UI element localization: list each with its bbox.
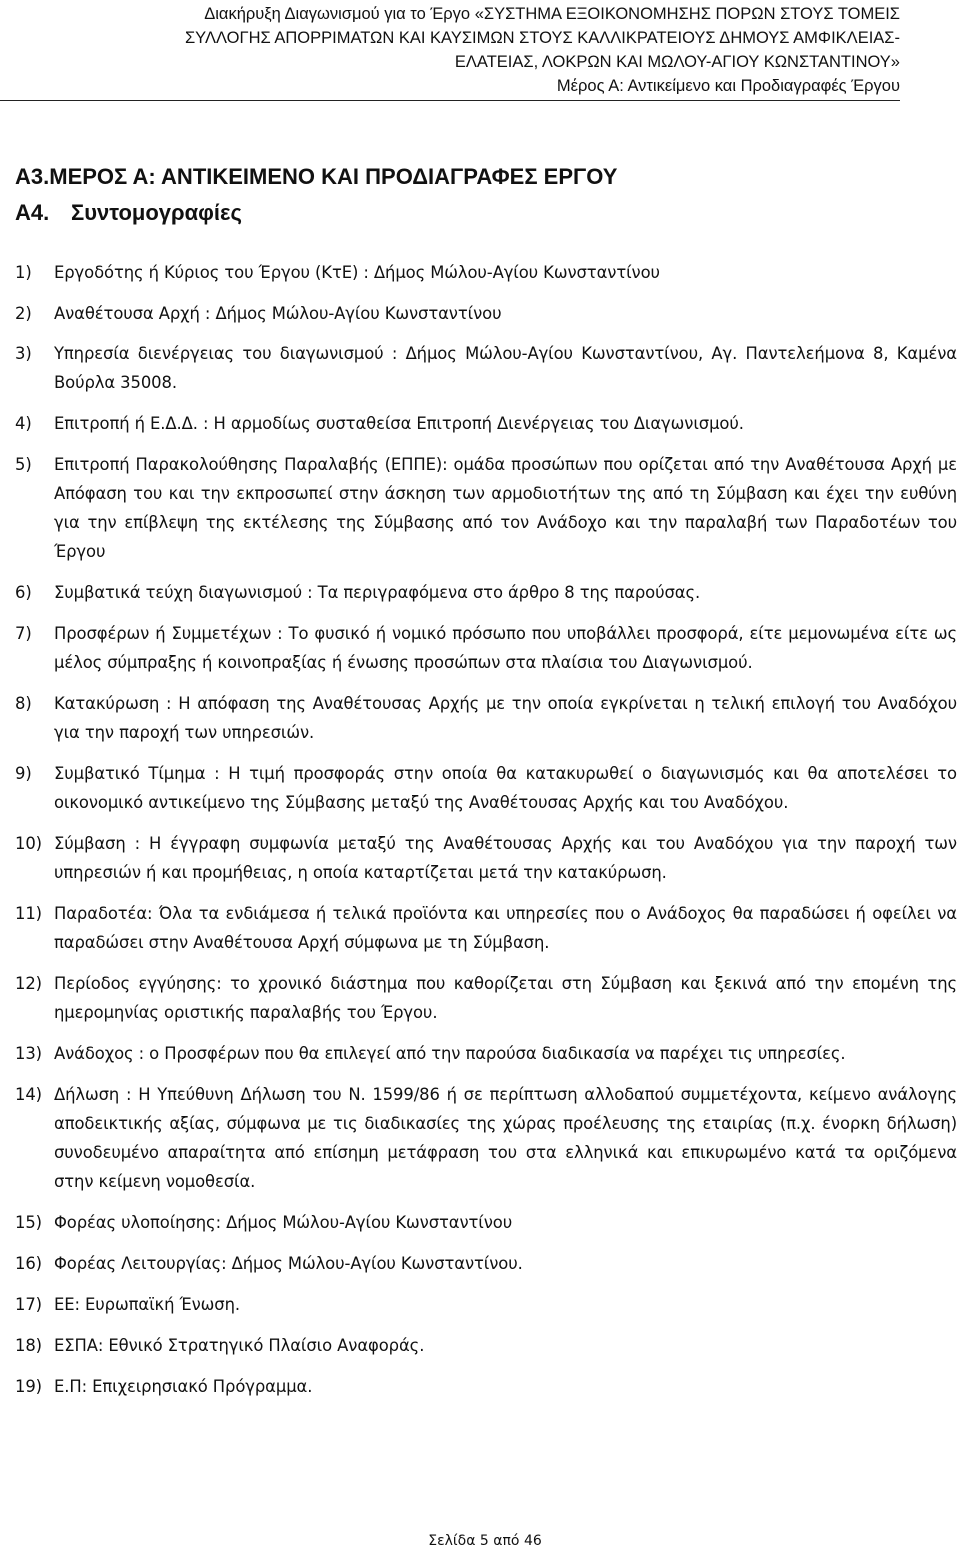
item-text: Ε.Π: Επιχειρησιακό Πρόγραμμα. — [54, 1377, 313, 1396]
list-item — [15, 1331, 957, 1360]
item-text: Συμβατικό Τίμημα : Η τιμή προσφοράς στην οποία θα κατακυρωθεί ο διαγωνισμός και θα αποτελέσει το οικονομικό αντικείμενο της Σύμβασης μεταξύ της Αναθέτουσας Αρχής και του Αναδόχου. — [54, 764, 957, 812]
list-item — [15, 619, 957, 677]
header-subtitle: Μέρος Α: Αντικείμενο και Προδιαγραφές Έργου — [556, 77, 900, 95]
list-item — [15, 578, 957, 607]
item-number: 13) — [15, 1044, 42, 1063]
list-item — [15, 899, 957, 957]
item-number: 2) — [15, 304, 32, 323]
section-number: Α4. — [15, 200, 50, 225]
section-heading-a4 — [15, 200, 242, 226]
list-item — [15, 969, 957, 1027]
item-number: 12) — [15, 974, 42, 993]
item-text: ΕΕ: Ευρωπαϊκή Ένωση. — [54, 1295, 240, 1314]
section-title: Συντομογραφίες — [71, 200, 242, 225]
list-item — [15, 1249, 957, 1278]
item-number: 7) — [15, 624, 32, 643]
header-line: Διακήρυξη Διαγωνισμού για το Έργο «ΣΥΣΤΗΜΑ ΕΞΟΙΚΟΝΟΜΗΣΗΣ ΠΟΡΩΝ ΣΤΟΥΣ ΤΟΜΕΙΣ — [204, 5, 900, 23]
list-item — [15, 450, 957, 566]
item-number: 5) — [15, 455, 32, 474]
list-item — [15, 1039, 957, 1068]
item-number: 17) — [15, 1295, 42, 1314]
list-item — [15, 1290, 957, 1319]
item-number: 10) — [15, 834, 42, 853]
section-heading-a3 — [15, 164, 617, 190]
item-text: Σύμβαση : Η έγγραφη συμφωνία μεταξύ της Αναθέτουσας Αρχής και του Αναδόχου για την παροχή των υπηρεσιών ή και προμήθειας, η οποία καταρτίζεται μετά την κατακύρωση. — [54, 834, 957, 882]
item-number: 16) — [15, 1254, 42, 1273]
item-text: Φορέας υλοποίησης: Δήμος Μώλου-Αγίου Κωνσταντίνου — [54, 1213, 513, 1232]
list-item — [15, 339, 957, 397]
header-divider — [0, 100, 900, 101]
item-number: 6) — [15, 583, 32, 602]
page-number-footer: Σελίδα 5 από 46 — [428, 1533, 542, 1549]
item-text: Περίοδος εγγύησης: το χρονικό διάστημα που καθορίζεται στη Σύμβαση και ξεκινά από την επομένη της ημερομηνίας οριστικής παραλαβής του Έργου. — [54, 974, 957, 1022]
item-text: Επιτροπή Παρακολούθησης Παραλαβής (ΕΠΠΕ): ομάδα προσώπων που ορίζεται από την Αναθέτουσα Αρχή με Απόφαση του και την εκπροσωπεί στην άσκηση των αρμοδιοτήτων της από τη Σύμβαση και έχει την ευθύνη για την επίβλεψη της εκτέλεσης της Σύμβασης από τον Ανάδοχο και την παραλαβή των Παραδοτέων του Έργου — [54, 455, 957, 561]
page-header — [0, 0, 900, 98]
item-number: 8) — [15, 694, 32, 713]
item-text: ΕΣΠΑ: Εθνικό Στρατηγικό Πλαίσιο Αναφοράς. — [54, 1336, 425, 1355]
item-text: Αναθέτουσα Αρχή : Δήμος Μώλου-Αγίου Κωνσταντίνου — [54, 304, 502, 323]
item-number: 3) — [15, 344, 32, 363]
item-text: Δήλωση : Η Υπεύθυνη Δήλωση του Ν. 1599/86 ή σε περίπτωση αλλοδαπού συμμετέχοντα, κείμενο ανάλογης αποδεικτικής αξίας, σύμφωνα με τις διαδικασίες της χώρας προέλευσης της εταιρίας (π.χ. ένορκη δήλωση) συνοδευμένο απαραίτητα από επίσημη μετάφραση του στα ελληνικά και επικυρωμένο κατά τα οριζόμενα στην κείμενη νομοθεσία. — [54, 1085, 957, 1191]
list-item — [15, 258, 957, 287]
item-text: Προσφέρων ή Συμμετέχων : Το φυσικό ή νομικό πρόσωπο που υποβάλλει προσφορά, είτε μεμονωμένα είτε ως μέλος σύμπραξης ή κοινοπραξίας ή ένωσης προσώπων στα πλαίσια του Διαγωνισμού. — [54, 624, 957, 672]
list-item — [15, 1372, 957, 1401]
abbreviations-list — [15, 258, 957, 1401]
list-item — [15, 1080, 957, 1196]
list-item — [15, 829, 957, 887]
item-number: 1) — [15, 263, 32, 282]
item-text: Εργοδότης ή Κύριος του Έργου (ΚτΕ) : Δήμος Μώλου-Αγίου Κωνσταντίνου — [54, 263, 660, 282]
item-number: 19) — [15, 1377, 42, 1396]
list-item — [15, 409, 957, 438]
item-number: 15) — [15, 1213, 42, 1232]
section-title: ΜΕΡΟΣ Α: ΑΝΤΙΚΕΙΜΕΝΟ ΚΑΙ ΠΡΟΔΙΑΓΡΑΦΕΣ ΕΡΓΟΥ — [49, 164, 618, 189]
item-number: 11) — [15, 904, 42, 923]
item-number: 4) — [15, 414, 32, 433]
item-text: Ανάδοχος : ο Προσφέρων που θα επιλεγεί από την παρούσα διαδικασία να παρέχει τις υπηρεσίες. — [54, 1044, 846, 1063]
item-number: 14) — [15, 1085, 42, 1104]
section-number: Α3. — [15, 164, 50, 189]
header-line: ΣΥΛΛΟΓΗΣ ΑΠΟΡΡΙΜΑΤΩΝ ΚΑΙ ΚΑΥΣΙΜΩΝ ΣΤΟΥΣ ΚΑΛΛΙΚΡΑΤΕΙΟΥΣ ΔΗΜΟΥΣ ΑΜΦΙΚΛΕΙΑΣ- — [184, 29, 900, 47]
item-number: 18) — [15, 1336, 42, 1355]
item-text: Κατακύρωση : Η απόφαση της Αναθέτουσας Αρχής με την οποία εγκρίνεται η τελική επιλογή του Αναδόχου για την παροχή των υπηρεσιών. — [54, 694, 957, 742]
item-text: Υπηρεσία διενέργειας του διαγωνισμού : Δήμος Μώλου-Αγίου Κωνσταντίνου, Αγ. Παντελεήμονα 8, Καμένα Βούρλα 35008. — [54, 344, 957, 392]
item-text: Παραδοτέα: Όλα τα ενδιάμεσα ή τελικά προϊόντα και υπηρεσίες που ο Ανάδοχος θα παραδώσει ή οφείλει να παραδώσει στην Αναθέτουσα Αρχή σύμφωνα με τη Σύμβαση. — [54, 904, 957, 952]
item-number: 9) — [15, 764, 32, 783]
list-item — [15, 759, 957, 817]
item-text: Φορέας Λειτουργίας: Δήμος Μώλου-Αγίου Κωνσταντίνου. — [54, 1254, 523, 1273]
list-item — [15, 1208, 957, 1237]
list-item — [15, 299, 957, 328]
list-item — [15, 689, 957, 747]
item-text: Συμβατικά τεύχη διαγωνισμού : Τα περιγραφόμενα στο άρθρο 8 της παρούσας. — [54, 583, 701, 602]
header-line: ΕΛΑΤΕΙΑΣ, ΛΟΚΡΩΝ ΚΑΙ ΜΩΛΟΥ-ΑΓΙΟΥ ΚΩΝΣΤΑΝΤΙΝΟΥ» — [454, 53, 900, 71]
item-text: Επιτροπή ή Ε.Δ.Δ. : Η αρμοδίως συσταθείσα Επιτροπή Διενέργειας του Διαγωνισμού. — [54, 414, 744, 433]
